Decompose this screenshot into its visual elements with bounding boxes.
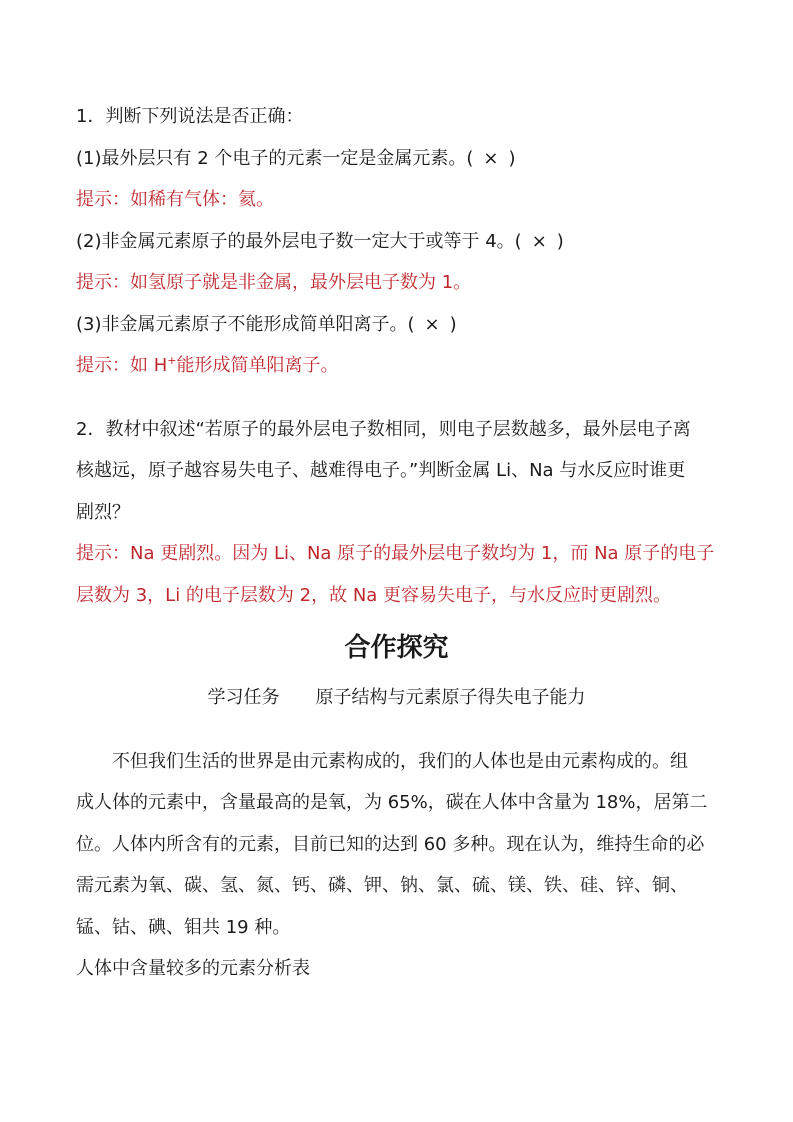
cross-mark: × bbox=[531, 231, 547, 252]
section-subtitle: 学习任务 原子结构与元素原子得失电子能力 bbox=[207, 687, 586, 708]
q1-hint-1: 提示：如稀有气体：氦。 bbox=[76, 189, 274, 210]
q1-statement-3 bbox=[76, 313, 457, 337]
cross-mark: × bbox=[424, 314, 440, 335]
hint-prefix: 提示：如 H bbox=[76, 355, 168, 376]
statement-text: (1)最外层只有 2 个电子的元素一定是金属元素。( bbox=[76, 148, 474, 169]
q1-statement-2 bbox=[76, 230, 564, 254]
q1-hint-3 bbox=[76, 354, 338, 378]
section-title: 合作探究 bbox=[344, 633, 449, 663]
cross-mark: × bbox=[483, 148, 499, 169]
q2-hint-line-1: 提示：Na 更剧烈。因为 Li、Na 原子的最外层电子数均为 1，而 Na 原子的电子 bbox=[76, 543, 715, 564]
q1-statement-1 bbox=[76, 147, 516, 171]
close-paren: ) bbox=[449, 314, 457, 335]
q2-line-1: 2．教材中叙述“若原子的最外层电子数相同，则电子层数越多，最外层电子离 bbox=[76, 419, 691, 440]
paragraph-line-2: 成人体的元素中，含量最高的是氧，为 65%，碳在人体中含量为 18%，居第二 bbox=[76, 792, 708, 813]
q1-hint-2: 提示：如氢原子就是非金属，最外层电子数为 1。 bbox=[76, 272, 472, 293]
q2-line-3: 剧烈？ bbox=[76, 502, 130, 523]
paragraph-line-1: 不但我们生活的世界是由元素构成的，我们的人体也是由元素构成的。组 bbox=[76, 751, 688, 772]
statement-text: (3)非金属元素原子不能形成简单阳离子。( bbox=[76, 314, 415, 335]
paragraph-line-3: 位。人体内所含有的元素，目前已知的达到 60 多种。现在认为，维持生命的必 bbox=[76, 834, 705, 855]
table-caption: 人体中含量较多的元素分析表 bbox=[76, 958, 310, 979]
statement-text: (2)非金属元素原子的最外层电子数一定大于或等于 4。( bbox=[76, 231, 522, 252]
q1-title: 1．判断下列说法是否正确： bbox=[76, 106, 304, 127]
hint-suffix: 能形成简单阳离子。 bbox=[176, 355, 339, 376]
close-paren: ) bbox=[508, 148, 516, 169]
q2-line-2: 核越远，原子越容易失电子、越难得电子。”判断金属 Li、Na 与水反应时谁更 bbox=[76, 460, 686, 481]
paragraph-line-5: 锰、钴、碘、钼共 19 种。 bbox=[76, 917, 291, 938]
q2-hint-line-2: 层数为 3，Li 的电子层数为 2，故 Na 更容易失电子，与水反应时更剧烈。 bbox=[76, 585, 672, 606]
close-paren: ) bbox=[556, 231, 564, 252]
paragraph-line-4: 需元素为氧、碳、氢、氮、钙、磷、钾、钠、氯、硫、镁、铁、硅、锌、铜、 bbox=[76, 875, 688, 896]
hint-superscript: + bbox=[167, 354, 177, 367]
